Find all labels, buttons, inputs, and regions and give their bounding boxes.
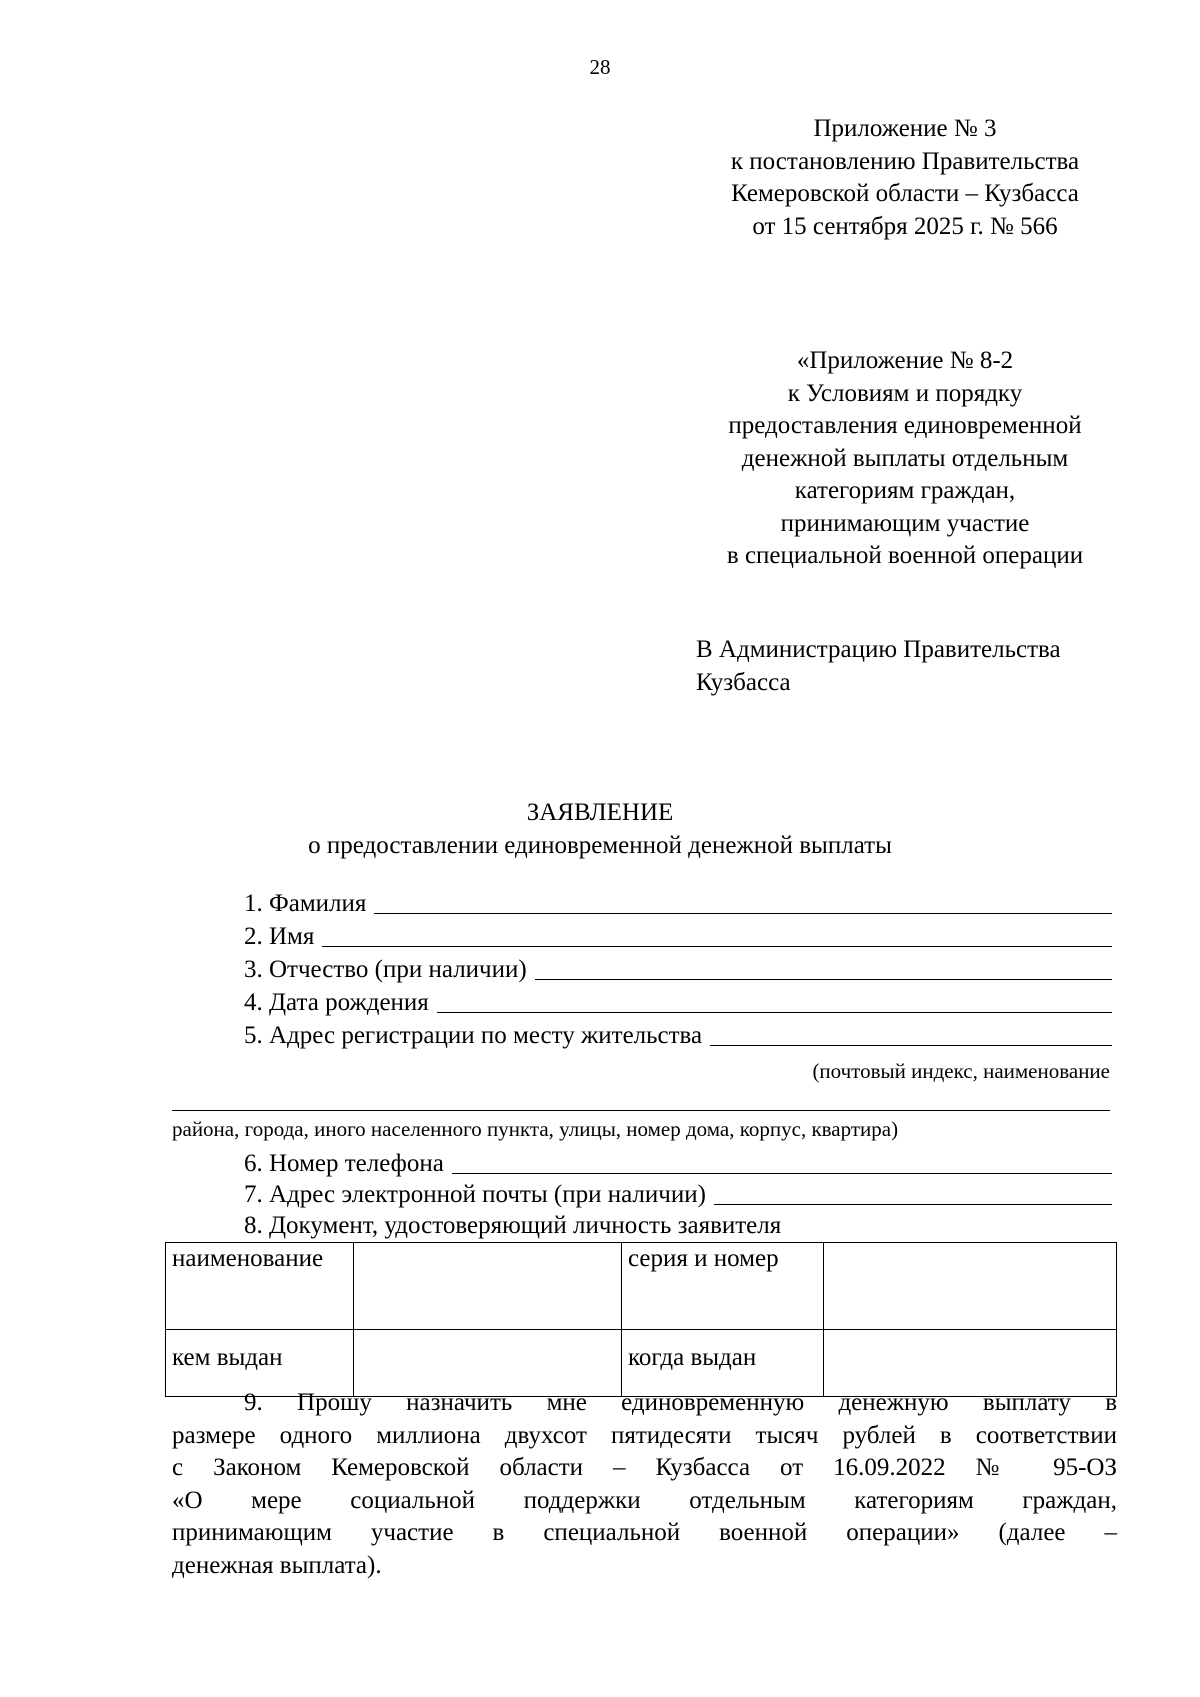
paragraph-9-line: размере одного миллиона двухсот пятидесяти тысяч рублей в соответствии [172, 1421, 1117, 1449]
issued-date-label-cell: когда выдан [622, 1330, 824, 1397]
patronymic-field[interactable] [244, 955, 1112, 985]
page-number: 28 [589, 55, 611, 79]
name-field[interactable] [244, 922, 1112, 952]
address-caption-1: (почтовый индекс, наименование [812, 1059, 1110, 1083]
phone-input-line[interactable] [452, 1173, 1112, 1174]
issued-by-label-cell: кем выдан [166, 1330, 354, 1397]
appendix-8-2-line: денежной выплаты отдельным [741, 444, 1069, 472]
addressee-line: Кузбасса [696, 668, 791, 696]
doc-name-value-cell[interactable] [354, 1243, 622, 1330]
id-document-heading: 8. Документ, удостоверяющий личность заявителя [244, 1212, 782, 1239]
appendix-8-2-line: принимающим участие [780, 509, 1030, 537]
table-row [166, 1243, 1117, 1330]
birth-date-input-line[interactable] [437, 1012, 1112, 1013]
id-document-table [165, 1242, 1117, 1397]
appendix-8-2-line: «Приложение № 8-2 [796, 347, 1014, 374]
email-label: 7. Адрес электронной почты (при наличии) [244, 1181, 706, 1208]
address-input-line-2[interactable] [172, 1110, 1110, 1111]
address-label: 5. Адрес регистрации по месту жительства [244, 1022, 703, 1049]
appendix-3-line: Приложение № 3 [813, 115, 997, 142]
addressee-line: В Администрацию Правительства [696, 636, 1061, 663]
document-title: ЗАЯВЛЕНИЕ [526, 799, 674, 826]
doc-name-label-cell: наименование [166, 1243, 354, 1330]
phone-label: 6. Номер телефона [244, 1150, 444, 1177]
appendix-8-2-line: предоставления единовременной [728, 412, 1082, 439]
appendix-3-line: от 15 сентября 2025 г. № 566 [752, 212, 1058, 240]
address-input-line[interactable] [710, 1045, 1112, 1046]
birth-date-label: 4. Дата рождения [244, 989, 429, 1016]
paragraph-9-line: «О мере социальной поддержки отдельным категориям граждан, [172, 1486, 1117, 1514]
appendix-8-2-line: в специальной военной операции [726, 542, 1084, 569]
paragraph-9-line: принимающим участие в специальной военной операции» (далее – [172, 1519, 1117, 1546]
appendix-3-header [690, 113, 1120, 243]
surname-label: 1. Фамилия [244, 890, 367, 917]
email-field[interactable] [244, 1180, 1112, 1210]
document-subtitle: о предоставлении единовременной денежной выплаты [308, 831, 892, 859]
name-input-line[interactable] [322, 946, 1112, 947]
appendix-8-2-line: категориям граждан, [794, 477, 1016, 504]
surname-input-line[interactable] [374, 913, 1112, 914]
paragraph-9 [172, 1387, 1117, 1582]
surname-field[interactable] [244, 889, 1112, 919]
document-title-block [0, 797, 1200, 862]
patronymic-label: 3. Отчество (при наличии) [244, 956, 527, 983]
email-input-line[interactable] [714, 1204, 1112, 1205]
doc-series-value-cell[interactable] [824, 1243, 1117, 1330]
appendix-3-line: к постановлению Правительства [730, 147, 1080, 175]
address-field[interactable] [244, 1021, 1112, 1051]
paragraph-9-line: с Законом Кемеровской области – Кузбасса от 16.09.2022 № 95-ОЗ [172, 1454, 1117, 1481]
appendix-8-2-header [690, 345, 1120, 573]
birth-date-field[interactable] [244, 988, 1112, 1018]
paragraph-9-line: 9. Прошу назначить мне единовременную денежную выплату в [244, 1389, 1117, 1416]
addressee [696, 634, 1136, 699]
address-caption-2: района, города, иного населенного пункта, улицы, номер дома, корпус, квартира) [172, 1117, 899, 1141]
name-label: 2. Имя [244, 923, 315, 950]
patronymic-input-line[interactable] [535, 979, 1112, 980]
appendix-3-line: Кемеровской области – Кузбасса [731, 180, 1079, 207]
appendix-8-2-line: к Условиям и порядку [787, 379, 1023, 407]
phone-field[interactable] [244, 1149, 1112, 1179]
paragraph-9-last-line: денежная выплата). [172, 1551, 382, 1579]
doc-series-label-cell: серия и номер [622, 1243, 824, 1330]
